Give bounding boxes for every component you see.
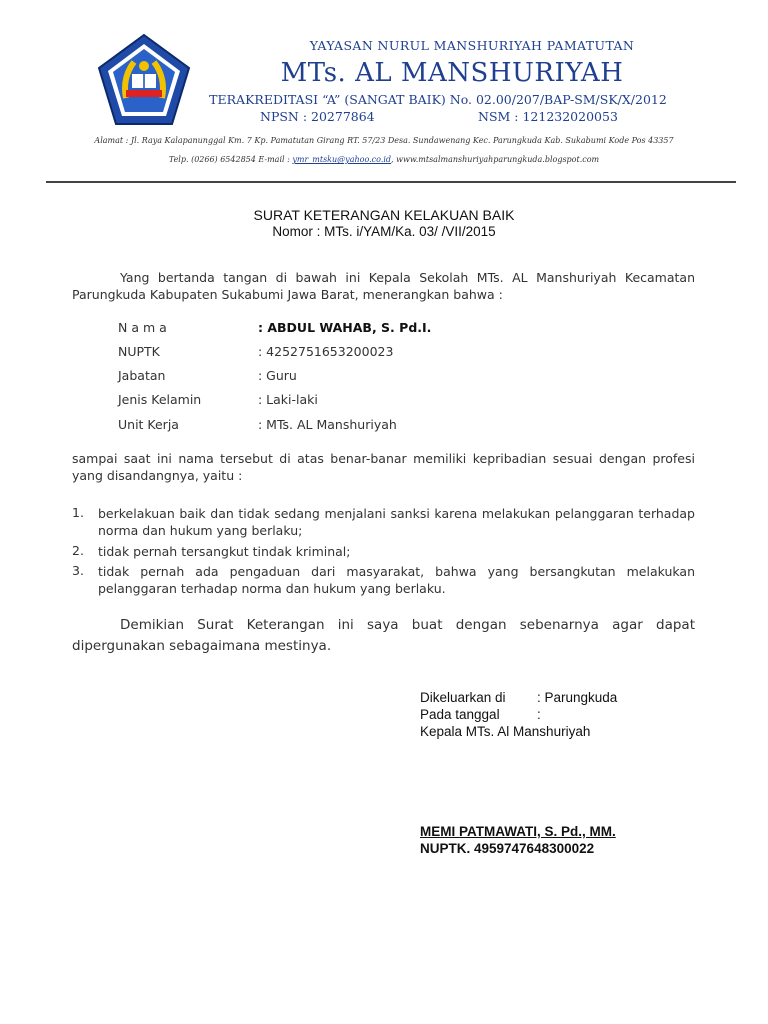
address-text: Alamat : Jl. Raya Kalapanunggal Km. 7 Kp. Pamatutan Girang RT. 57/23 Desa. Sundawenang Kec. Parungkuda Kab. Sukabumi Kode Pos 43357 xyxy=(94,136,674,145)
list-number-3: 3. xyxy=(72,563,84,578)
npsn-text: NPSN : 20277864 xyxy=(260,109,375,124)
date-value: : xyxy=(537,707,541,722)
field-label-position: Jabatan xyxy=(118,368,166,383)
field-value-nuptk: : 4252751653200023 xyxy=(258,344,394,359)
field-label-unit: Unit Kerja xyxy=(118,417,179,432)
nsm-text: NSM : 121232020053 xyxy=(478,109,618,124)
foundation-name: YAYASAN NURUL MANSHURIYAH PAMATUTAN xyxy=(309,38,635,53)
issued-value: : Parungkuda xyxy=(537,690,618,705)
list-number-1: 1. xyxy=(72,505,84,520)
header-divider xyxy=(46,181,736,183)
signer-nuptk: NUPTK. 4959747648300022 xyxy=(420,841,595,856)
field-label-name: N a m a xyxy=(118,320,167,335)
issued-label: Dikeluarkan di xyxy=(420,690,506,705)
date-label: Pada tanggal xyxy=(420,707,500,722)
signer-position: Kepala MTs. Al Manshuriyah xyxy=(420,724,591,739)
field-value-gender: : Laki-laki xyxy=(258,392,318,407)
contact-line xyxy=(0,155,768,164)
list-item-1: berkelakuan baik dan tidak sedang menjalani sanksi karena melakukan pelanggaran terhadap norma dan hukum yang berlaku; xyxy=(98,506,695,538)
closing-paragraph: Demikian Surat Keterangan ini saya buat dengan sebenarnya agar dapat dipergunakan sebagaimana mestinya. xyxy=(72,617,695,654)
accreditation-text: TERAKREDITASI “A” (SANGAT BAIK) No. 02.00/207/BAP-SM/SK/X/2012 xyxy=(209,92,667,107)
field-value-name: : ABDUL WAHAB, S. Pd.I. xyxy=(258,320,432,335)
school-name: MTs. AL MANSHURIYAH xyxy=(280,58,624,88)
letter-number: Nomor : MTs. i/YAM/Ka. 03/ /VII/2015 xyxy=(272,224,496,239)
field-value-unit: : MTs. AL Manshuriyah xyxy=(258,417,397,432)
field-label-gender: Jenis Kelamin xyxy=(118,392,202,407)
statement-paragraph: sampai saat ini nama tersebut di atas benar-banar memiliki kepribadian sesuai dengan profesi yang disandangnya, yaitu : xyxy=(72,451,695,483)
field-label-nuptk: NUPTK xyxy=(118,344,160,359)
field-value-position: : Guru xyxy=(258,368,297,383)
letter-title: SURAT KETERANGAN KELAKUAN BAIK xyxy=(253,207,515,223)
signer-name: MEMI PATMAWATI, S. Pd., MM. xyxy=(420,824,616,839)
list-item-2: tidak pernah tersangkut tindak kriminal; xyxy=(98,544,351,559)
website-text: , www.mtsalmanshuriyahparungkuda.blogspot.com xyxy=(391,155,600,164)
list-number-2: 2. xyxy=(72,543,84,558)
list-item-3: tidak pernah ada pengaduan dari masyarakat, bahwa yang bersangkutan melakukan pelanggaran terhadap norma dan hukum yang berlaku. xyxy=(98,564,695,596)
contact-prefix: Telp. (0266) 6542854 E-mail : xyxy=(168,155,293,164)
email-link[interactable]: ymr_mtsku@yahoo.co.id xyxy=(292,155,392,164)
intro-paragraph: Yang bertanda tangan di bawah ini Kepala Sekolah MTs. AL Manshuriyah Kecamatan Parungkuda Kabupaten Sukabumi Jawa Barat, menerangkan bahwa : xyxy=(72,270,695,302)
